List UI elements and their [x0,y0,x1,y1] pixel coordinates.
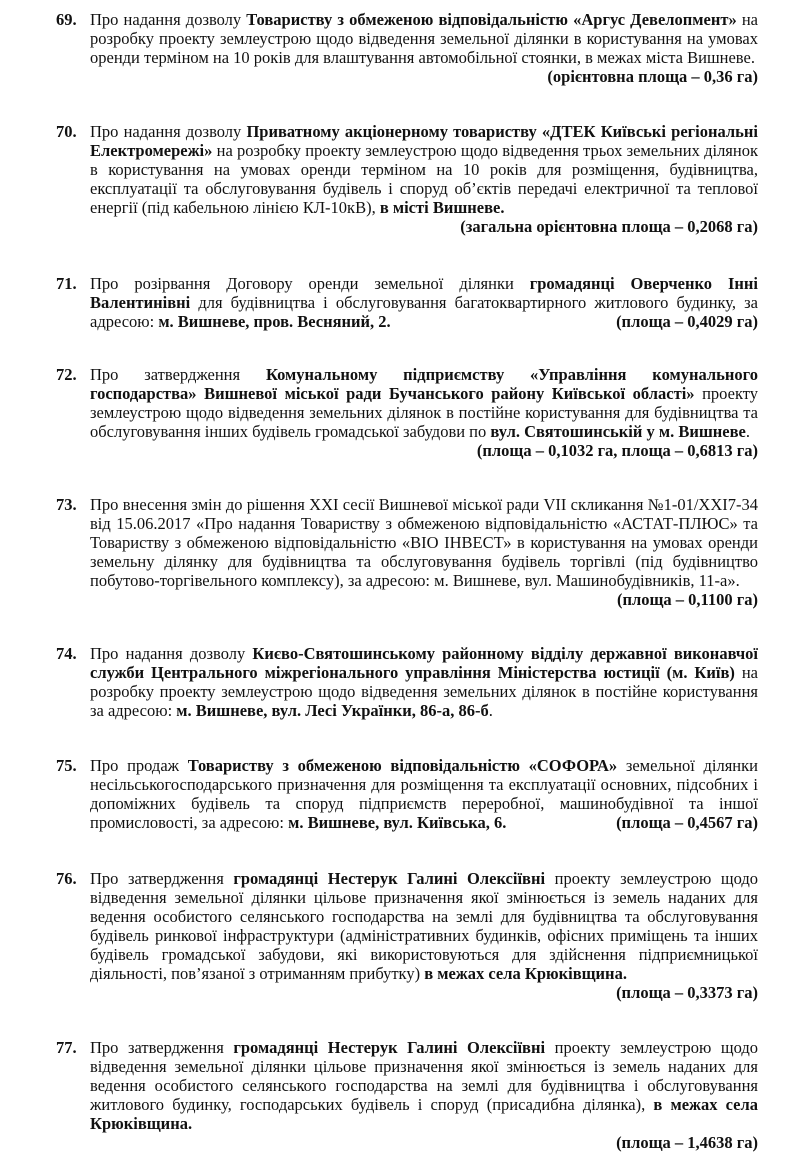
agenda-item-73 [56,495,758,609]
item-number: 71. [56,274,77,293]
item-location: в місті Вишневе. [379,198,505,217]
item-text: Про розірвання Договору оренди земельної ділянки громадянці Оверченко Інні Валентинівні для будівництва і обслуговування багатоквартирного житлового будинку, за адресою: м. Вишневе, пров. Весняний, 2. (площа – 0,4029 га) [90,274,759,331]
item-area: (загальна орієнтовна площа – 0,2068 га) [460,217,758,236]
item-subject: Комунальному підприємству «Управління комунального господарства» Вишневої міської ради Бучанського району Київської області» [90,365,758,403]
item-subject: громадянці Оверченко Інні Валентинівні [90,274,759,312]
item-text: Про продаж Товариству з обмеженою відповідальністю «СОФОРА» земельної ділянки несільськогосподарського призначення для розміщення та експлуатації основних, підсобних і допоміжних будівель та споруд підприємств переробної, машинобудівної та іншої промисловості, за адресою: м. Вишневе, вул. Київська, 6. (площа – 0,4567 га) [90,756,758,832]
agenda-item-75 [56,756,758,832]
item-location: вул. Святошинській у м. Вишневе [490,422,746,441]
item-text: Про затвердження громадянці Нестерук Галині Олексіївні проекту землеустрою щодо відведення земельної ділянки цільове призначення якої змінюється із земель наданих для ведення особистого селянського господарства на землі для будівництва та обслуговування будівель ринкової інфраструктури (адміністративних будинків, офісних приміщень та інших будівель громадської забудови, які використовуються для здійснення підприємницької діяльності, пов’язаної з отриманням прибутку) в межах села Крюківщина. [90,869,758,983]
item-text: Про надання дозволу Приватному акціонерному товариству «ДТЕК Київські регіональні Електромережі» на розробку проекту землеустрою щодо відведення трьох земельних ділянок в користування на умовах оренди терміном на 10 років для розміщення, будівництва, експлуатації та обслуговування будівель і споруд об’єктів передачі електричної та теплової енергії (під кабельною лінією КЛ-10кВ), в місті Вишневе. [90,122,758,217]
item-subject: Києво-Святошинському районному відділу державної виконавчої служби Центрального міжрегіонального управління Міністерства юстиції (м. Київ) [90,644,758,682]
item-area: (орієнтовна площа – 0,36 га) [547,67,758,86]
item-number: 76. [56,869,77,888]
agenda-item-72 [56,365,758,460]
item-number: 70. [56,122,77,141]
item-subject: Товариству з обмеженою відповідальністю «СОФОРА» [187,756,618,775]
item-text: Про надання дозволу Києво-Святошинському районному відділу державної виконавчої служби Центрального міжрегіонального управління Міністерства юстиції (м. Київ) на розробку проекту землеустрою щодо відведення земельних ділянок в постійне користування за адресою: м. Вишневе, вул. Лесі Українки, 86-а, 86-б. [90,644,759,720]
item-area: (площа – 0,3373 га) [616,983,758,1002]
item-area: (площа – 0,1100 га) [616,590,758,609]
item-location: м. Вишневе, вул. Лесі Українки, 86-а, 86-б [176,701,489,720]
item-area: (площа – 0,1032 га, площа – 0,6813 га) [476,441,758,460]
agenda-item-70 [56,122,758,236]
item-location: в межах села Крюківщина. [90,1095,758,1133]
agenda-item-74 [56,644,758,720]
agenda-item-71 [56,274,758,331]
agenda-item-76 [56,869,758,1002]
item-text: Про затвердження громадянці Нестерук Галині Олексіївні проекту землеустрою щодо відведення земельної ділянки цільове призначення якої змінюється із земель наданих для ведення особистого селянського господарства на землі для будівництва і обслуговування житлового будинку, господарських будівель і споруд (присадибна ділянка), в межах села Крюківщина. [90,1038,758,1133]
agenda-item-69 [56,10,758,86]
item-number: 72. [56,365,77,384]
item-subject: громадянці Нестерук Галині Олексіївні [233,869,546,888]
item-text: Про затвердження Комунальному підприємству «Управління комунального господарства» Вишневої міської ради Бучанського району Київської області» проекту землеустрою щодо відведення земельних ділянок в постійне користування для будівництва та обслуговування інших будівель громадської забудови по вул. Святошинській у м. Вишневе. (площа – 0,1032 га, площа – 0,6813 га) [90,365,758,460]
item-text: Про надання дозволу Товариству з обмеженою відповідальністю «Аргус Девелопмент» на розробку проекту землеустрою щодо відведення земельної ділянки в користування на умовах оренди терміном на 10 років для влаштування автомобільної стоянки, в межах міста Вишневе. [90,10,759,67]
agenda-item-77 [56,1038,758,1152]
item-area: (площа – 1,4638 га) [616,1133,758,1152]
item-area: (площа – 0,4029 га) [616,312,758,331]
item-number: 73. [56,495,77,514]
item-area: (площа – 0,4567 га) [616,813,758,832]
item-number: 74. [56,644,77,663]
item-text: Про внесення змін до рішення ХХІ сесії Вишневої міської ради VІІ скликання №1-01/ХХІ7-34 від 15.06.2017 «Про надання Товариству з обмеженою відповідальністю «АСТАТ-ПЛЮС» та Товариству з обмеженою відповідальністю «ВІО ІНВЕСТ» в користування на умовах оренди земельну ділянку для будівництва та обслуговування будівель торгівлі (під будівництво побутово-торгівельного комплексу), за адресою: м. Вишневе, вул. Машинобудівників, 11-а». (площа – 0,1100 га) [90,495,758,609]
item-location: м. Вишневе, пров. Весняний, 2. [158,312,391,331]
item-number: 75. [56,756,77,775]
item-number: 69. [56,10,77,29]
item-location: в межах села Крюківщина. [424,964,627,983]
item-subject: Товариству з обмеженою відповідальністю «Аргус Девелопмент» [246,10,737,29]
item-location: м. Вишневе, вул. Київська, 6. [288,813,507,832]
item-subject: громадянці Нестерук Галині Олексіївні [233,1038,546,1057]
item-subject: Приватному акціонерному товариству «ДТЕК Київські регіональні Електромережі» [90,122,758,160]
item-number: 77. [56,1038,77,1057]
